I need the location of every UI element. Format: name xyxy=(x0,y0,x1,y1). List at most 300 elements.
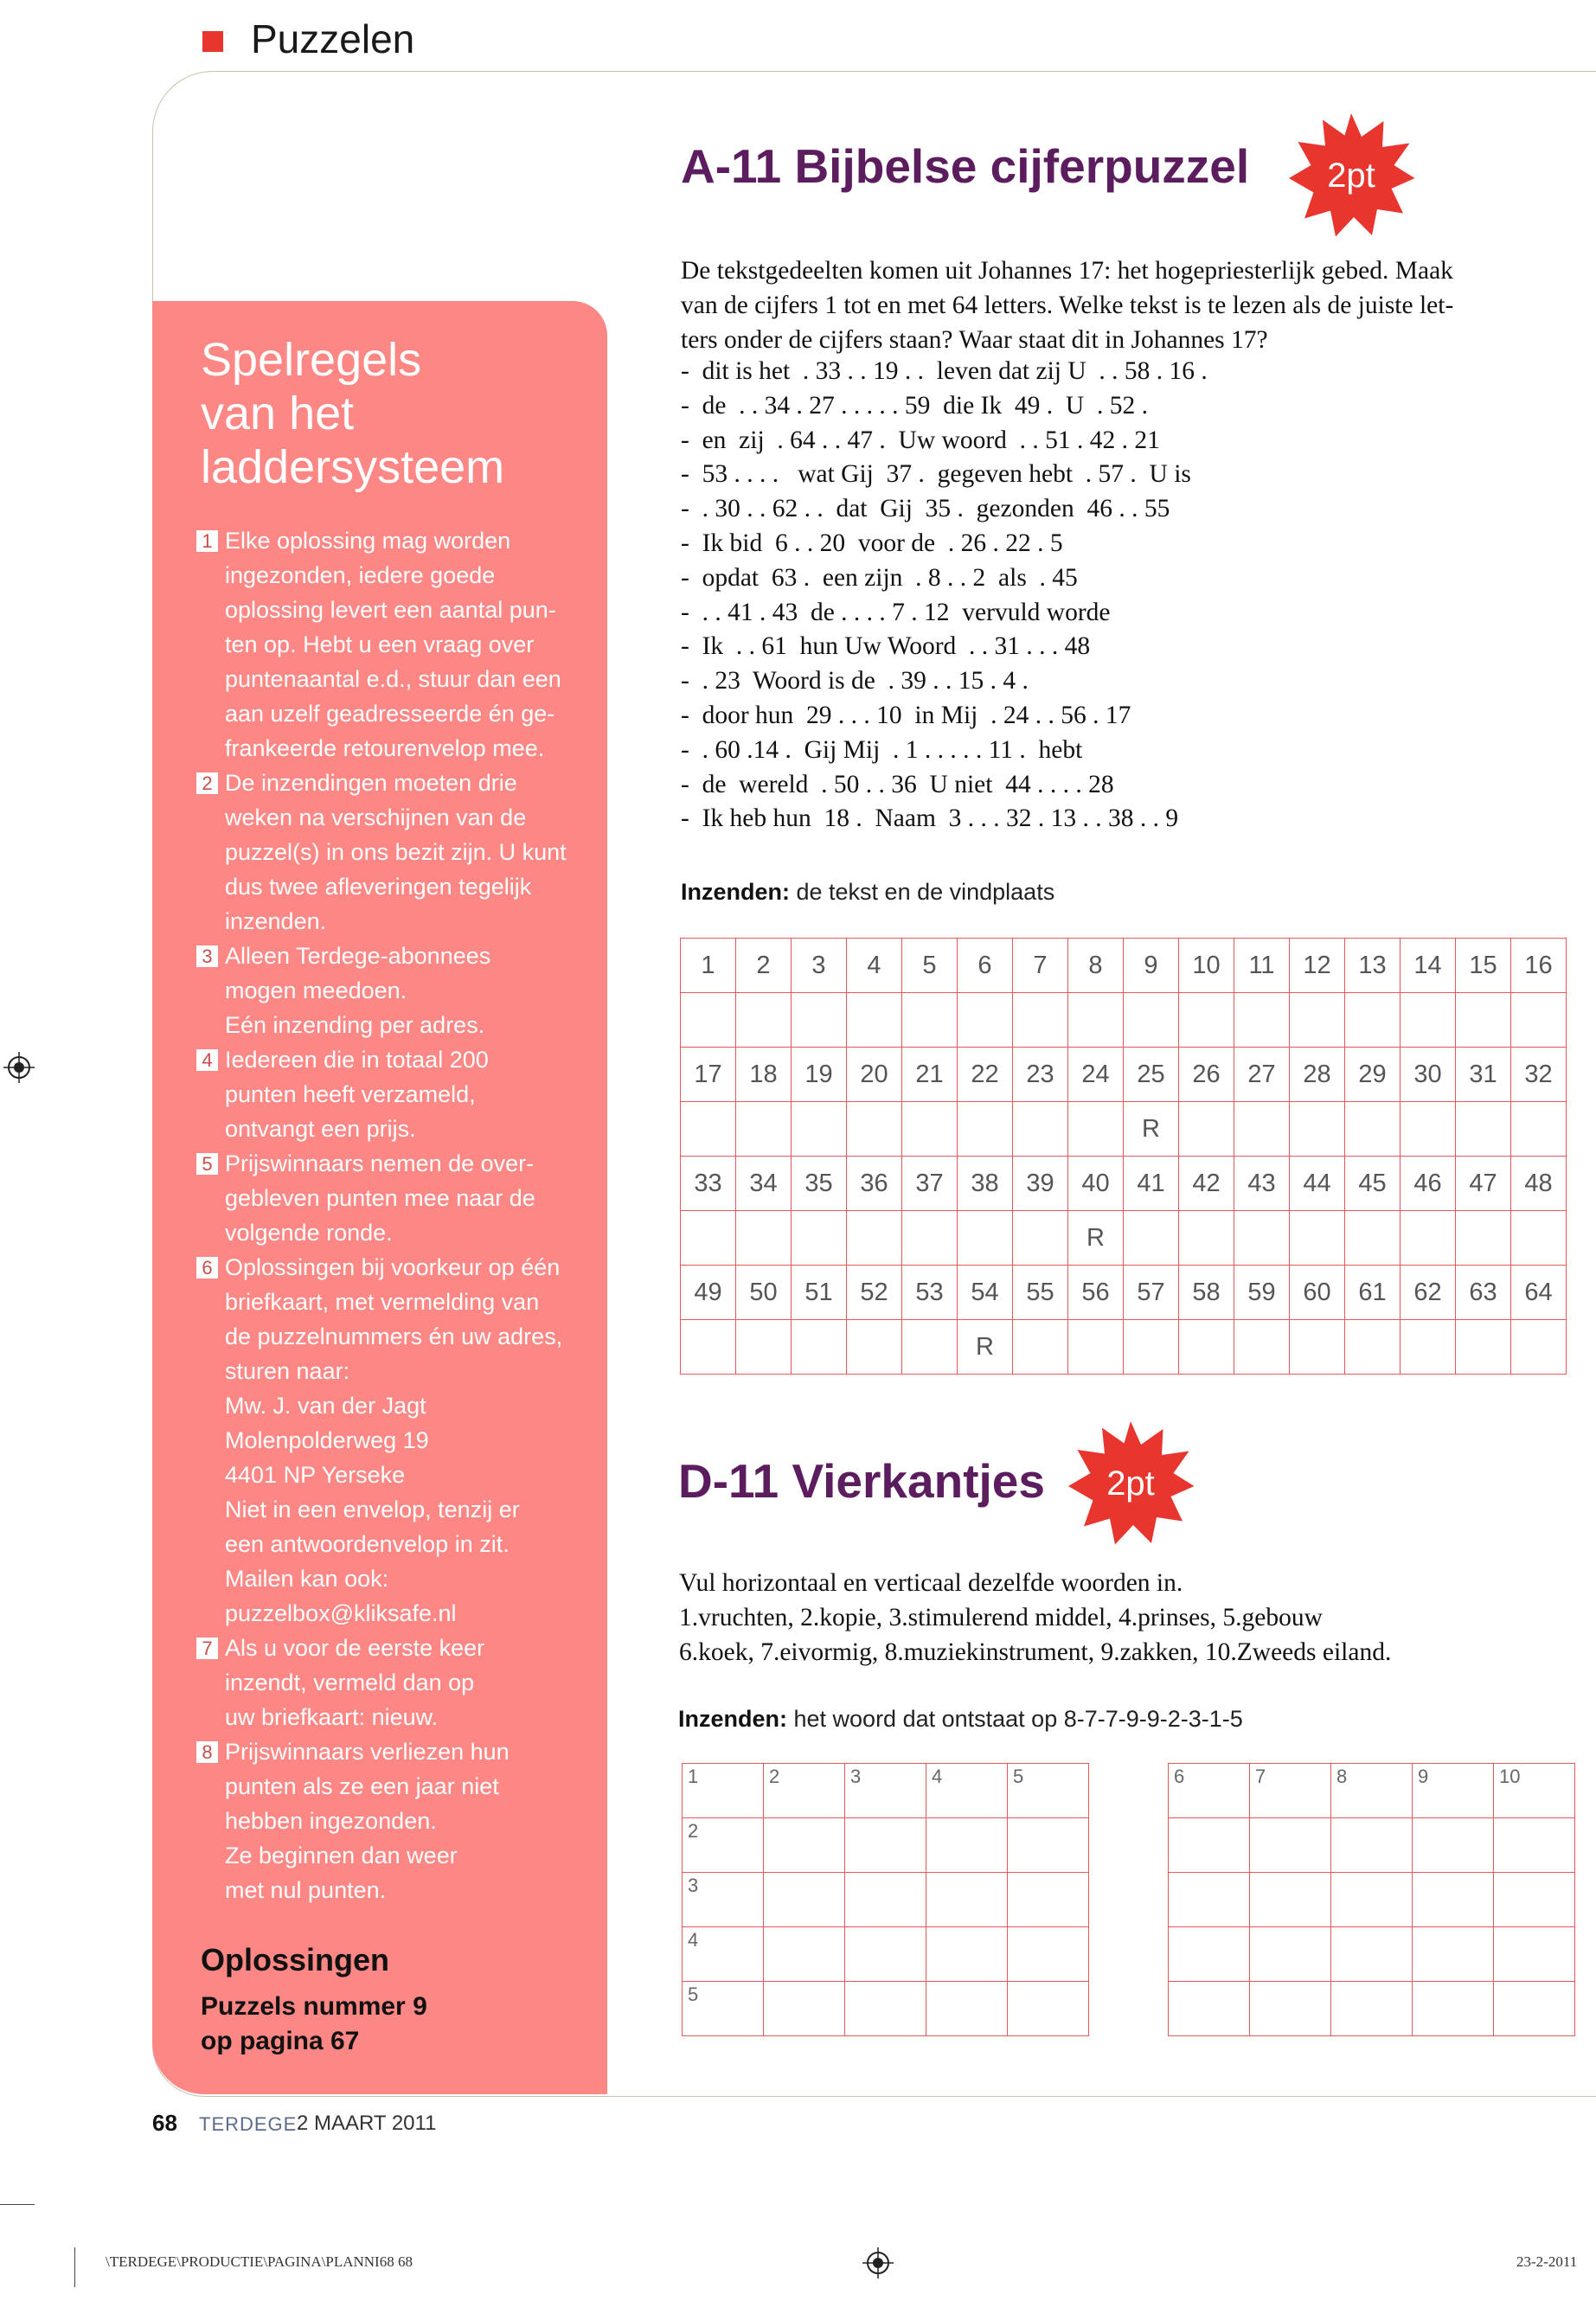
grid-letter-cell[interactable] xyxy=(902,1211,958,1266)
grid-letter-cell[interactable] xyxy=(1013,1320,1068,1375)
grid-number-cell: 30 xyxy=(1401,1048,1456,1102)
square-cell-number xyxy=(926,1982,1007,1984)
square-cell-number xyxy=(1169,1818,1249,1820)
grid-letter-cell[interactable] xyxy=(1124,1211,1179,1266)
square-cell[interactable] xyxy=(926,1873,1008,1927)
registration-mark-icon xyxy=(862,2247,894,2279)
grid-letter-cell[interactable] xyxy=(1179,1102,1234,1157)
clue-line: - opdat 63 . een zijn . 8 . . 2 als . 45 xyxy=(681,563,1078,592)
square-cell-number: 8 xyxy=(1336,1766,1348,1787)
grid-letter-cell[interactable] xyxy=(902,1102,958,1157)
square-cell[interactable] xyxy=(683,1873,764,1927)
square-cell-number xyxy=(1331,1818,1412,1820)
rule-text-line: ten op. Hebt u een vraag over xyxy=(225,631,535,657)
rule-text-line: punten heeft verzameld, xyxy=(225,1081,476,1107)
grid-number-cell: 43 xyxy=(1234,1157,1290,1211)
square-cell-number: 5 xyxy=(688,1984,699,2005)
rule-text-line: Eén inzending per adres. xyxy=(225,1012,485,1038)
rule-item xyxy=(202,1146,580,1250)
sidebar-title-line: laddersysteem xyxy=(201,441,505,493)
grid-letter-cell[interactable] xyxy=(1234,993,1290,1048)
square-cell[interactable] xyxy=(1331,1818,1413,1873)
clue-line: - dit is het . 33 . . 19 . . leven dat zij U . . 58 . 16 . xyxy=(681,357,1208,385)
grid-number-row xyxy=(681,939,1567,993)
grid-letter-cell[interactable] xyxy=(1511,1320,1567,1375)
grid-letter-cell[interactable]: R xyxy=(958,1320,1013,1375)
rule-text-line: ingezonden, iedere goede xyxy=(225,562,496,588)
grid-letter-cell[interactable] xyxy=(1290,993,1345,1048)
square-cell[interactable] xyxy=(1250,1818,1331,1873)
grid-number-cell: 36 xyxy=(847,1157,902,1211)
grid-letter-cell[interactable] xyxy=(1401,1102,1456,1157)
grid-letter-cell[interactable] xyxy=(1124,993,1179,1048)
square-cell[interactable] xyxy=(845,1764,926,1818)
grid-number-cell: 45 xyxy=(1345,1157,1401,1211)
grid-letter-cell[interactable] xyxy=(736,1211,792,1266)
a11-points-badge xyxy=(1286,111,1416,240)
section-marker xyxy=(202,31,223,52)
rule-text-line: hebben ingezonden. xyxy=(225,1808,437,1834)
grid-letter-cell[interactable] xyxy=(1401,1320,1456,1375)
grid-letter-cell[interactable] xyxy=(958,1102,1013,1157)
square-cell-number xyxy=(1494,1873,1574,1875)
grid-letter-cell[interactable] xyxy=(1290,1102,1345,1157)
grid-number-cell: 31 xyxy=(1456,1048,1511,1102)
square-cell[interactable] xyxy=(1413,1873,1494,1927)
square-cell-number xyxy=(845,1873,926,1875)
square-cell[interactable] xyxy=(845,1873,926,1927)
square-cell-number xyxy=(1250,1818,1330,1820)
rule-text-line: uw briefkaart: nieuw. xyxy=(225,1704,439,1730)
grid-letter-cell[interactable] xyxy=(1068,1102,1124,1157)
grid-letter-cell[interactable] xyxy=(958,1211,1013,1266)
rule-text-line: Prijswinnaars nemen de over- xyxy=(225,1150,535,1176)
rule-text-line: Mw. J. van der Jagt xyxy=(225,1393,426,1419)
rule-text-line: aan uzelf geadresseerde én ge- xyxy=(225,701,555,727)
rule-text-line: Elke oplossing mag worden xyxy=(225,528,511,554)
square-cell-number xyxy=(1008,1982,1088,1984)
rule-text-line: de puzzelnummers én uw adres, xyxy=(225,1324,563,1349)
grid-letter-cell[interactable] xyxy=(847,1320,902,1375)
grid-letter-cell[interactable] xyxy=(1345,1102,1401,1157)
square-cell-number xyxy=(1494,1818,1574,1820)
rule-text-line: ontvangt een prijs. xyxy=(225,1116,416,1142)
square-cell-number xyxy=(1413,1818,1493,1820)
grid-number-row xyxy=(681,1266,1567,1320)
rule-item xyxy=(202,1734,580,1907)
grid-letter-cell[interactable] xyxy=(847,1211,902,1266)
square-row xyxy=(1169,1927,1575,1982)
grid-number-cell: 26 xyxy=(1179,1048,1234,1102)
clue-line: - . 60 .14 . Gij Mij . 1 . . . . . 11 . hebt xyxy=(681,735,1083,764)
rule-text-line: met nul punten. xyxy=(225,1877,387,1903)
sidebar-title-line: van het xyxy=(201,388,355,439)
square-cell[interactable] xyxy=(683,1927,764,1982)
grid-letter-cell[interactable] xyxy=(1511,993,1567,1048)
grid-number-cell: 4 xyxy=(847,939,902,993)
rule-text-line: Molenpolderweg 19 xyxy=(225,1427,429,1453)
a11-intro-line: ters onder de cijfers staan? Waar staat dit in Johannes 17? xyxy=(681,326,1268,354)
square-cell[interactable] xyxy=(683,1982,764,2036)
rule-number: 2 xyxy=(196,772,218,794)
square-cell[interactable] xyxy=(1494,1927,1575,1982)
grid-number-cell: 15 xyxy=(1456,939,1511,993)
square-cell[interactable] xyxy=(926,1927,1008,1982)
square-cell[interactable] xyxy=(1413,1764,1494,1818)
square-cell[interactable] xyxy=(926,1764,1008,1818)
square-row xyxy=(1169,1818,1575,1873)
square-cell-number xyxy=(1494,1927,1574,1929)
rule-number: 1 xyxy=(196,530,218,552)
grid-letter-cell[interactable] xyxy=(1013,993,1068,1048)
square-cell-number xyxy=(845,1982,926,1984)
square-row xyxy=(1169,1873,1575,1927)
square-cell-number xyxy=(1331,1982,1412,1984)
grid-letter-cell[interactable] xyxy=(792,1211,847,1266)
square-cell[interactable] xyxy=(1008,1873,1089,1927)
square-cell-number: 1 xyxy=(688,1766,699,1787)
a11-title: A-11 Bijbelse cijferpuzzel xyxy=(681,139,1250,193)
square-cell[interactable] xyxy=(845,1927,926,1982)
grid-letter-cell[interactable] xyxy=(792,1320,847,1375)
oplossingen-line: op pagina 67 xyxy=(201,2027,360,2055)
square-cell[interactable] xyxy=(764,1873,845,1927)
rule-text-line: punten als ze een jaar niet xyxy=(225,1773,499,1799)
rule-text-line: puzzel(s) in ons bezit zijn. U kunt xyxy=(225,839,567,865)
grid-number-cell: 40 xyxy=(1068,1157,1124,1211)
grid-number-row xyxy=(681,1048,1567,1102)
square-cell-number xyxy=(926,1818,1007,1820)
square-cell-number xyxy=(764,1873,844,1875)
grid-number-cell: 56 xyxy=(1068,1266,1124,1320)
square-cell[interactable] xyxy=(1413,1927,1494,1982)
clue-line: - . 30 . . 62 . . dat Gij 35 . gezonden 46 . . 55 xyxy=(681,495,1170,523)
rule-text-line: sturen naar: xyxy=(225,1358,350,1384)
rule-text-line: puzzelbox@kliksafe.nl xyxy=(225,1600,457,1626)
grid-number-cell: 6 xyxy=(958,939,1013,993)
grid-letter-cell[interactable] xyxy=(681,1102,736,1157)
rule-text-line: Alleen Terdege-abonnees xyxy=(225,943,491,969)
grid-number-cell: 16 xyxy=(1511,939,1567,993)
square-cell-number xyxy=(926,1873,1007,1875)
square-row xyxy=(683,1764,1089,1818)
grid-letter-cell[interactable] xyxy=(1290,1211,1345,1266)
square-cell[interactable] xyxy=(1331,1873,1413,1927)
rule-text-line: briefkaart, met vermelding van xyxy=(225,1289,540,1315)
square-cell[interactable] xyxy=(1413,1818,1494,1873)
grid-letter-cell[interactable] xyxy=(1401,993,1456,1048)
square-cell[interactable] xyxy=(1169,1982,1250,2036)
grid-letter-cell[interactable] xyxy=(902,1320,958,1375)
grid-letter-cell[interactable] xyxy=(736,1102,792,1157)
grid-letter-cell[interactable] xyxy=(681,993,736,1048)
issue-date: 2 MAART 2011 xyxy=(297,2112,437,2135)
rule-number: 4 xyxy=(196,1049,218,1071)
grid-number-cell: 55 xyxy=(1013,1266,1068,1320)
rule-text-line: puntenaantal e.d., stuur dan een xyxy=(225,666,561,692)
grid-letter-cell[interactable] xyxy=(1013,1102,1068,1157)
square-cell-number: 2 xyxy=(769,1766,780,1787)
square-cell-number xyxy=(926,1927,1007,1929)
square-cell[interactable] xyxy=(1250,1873,1331,1927)
rule-text-line: gebleven punten mee naar de xyxy=(225,1185,535,1211)
registration-mark-icon xyxy=(3,1052,35,1083)
grid-number-cell: 60 xyxy=(1290,1266,1345,1320)
square-cell[interactable] xyxy=(1331,1982,1413,2036)
grid-number-cell: 39 xyxy=(1013,1157,1068,1211)
rule-text-line: inzenden. xyxy=(225,908,327,934)
square-row xyxy=(683,1818,1089,1873)
square-cell-number: 6 xyxy=(1174,1766,1185,1787)
rule-item xyxy=(202,1042,580,1146)
square-cell[interactable] xyxy=(1008,1982,1089,2036)
square-cell[interactable] xyxy=(683,1764,764,1818)
grid-letter-cell[interactable] xyxy=(1124,1320,1179,1375)
grid-letter-cell[interactable]: R xyxy=(1124,1102,1179,1157)
clue-line: - en zij . 64 . . 47 . Uw woord . . 51 . 42 . 21 xyxy=(681,426,1160,454)
square-cell[interactable] xyxy=(764,1818,845,1873)
grid-letter-cell[interactable] xyxy=(792,1102,847,1157)
oplossingen-line: Puzzels nummer 9 xyxy=(201,1992,427,2021)
d11-points: 2pt xyxy=(1106,1465,1155,1503)
grid-number-cell: 11 xyxy=(1234,939,1290,993)
grid-number-cell: 18 xyxy=(736,1048,792,1102)
square-cell-number xyxy=(1008,1927,1088,1929)
grid-letter-cell[interactable] xyxy=(1234,1102,1290,1157)
d11-inzenden-label: Inzenden: xyxy=(678,1706,787,1732)
square-cell[interactable] xyxy=(1169,1873,1250,1927)
grid-number-cell: 64 xyxy=(1511,1266,1567,1320)
square-cell[interactable] xyxy=(1331,1927,1413,1982)
grid-number-cell: 22 xyxy=(958,1048,1013,1102)
page-number: 68 xyxy=(152,2110,177,2136)
square-cell-number: 9 xyxy=(1418,1766,1429,1787)
clue-line: - . 23 Woord is de . 39 . . 15 . 4 . xyxy=(681,667,1029,695)
square-cell-number xyxy=(1331,1873,1412,1875)
square-cell[interactable] xyxy=(1494,1818,1575,1873)
grid-letter-cell[interactable] xyxy=(958,993,1013,1048)
grid-number-cell: 10 xyxy=(1179,939,1234,993)
rule-number: 8 xyxy=(196,1741,218,1763)
rule-item xyxy=(202,766,580,939)
square-cell-number xyxy=(1413,1927,1493,1929)
square-cell-number xyxy=(764,1927,844,1929)
grid-number-cell: 27 xyxy=(1234,1048,1290,1102)
square-cell-number xyxy=(1169,1927,1249,1929)
square-cell-number: 3 xyxy=(850,1766,862,1787)
square-cell[interactable] xyxy=(1169,1818,1250,1873)
square-cell[interactable] xyxy=(764,1764,845,1818)
square-row xyxy=(1169,1982,1575,2036)
rule-number: 7 xyxy=(196,1638,218,1659)
grid-letter-cell[interactable] xyxy=(1345,1211,1401,1266)
square-cell[interactable] xyxy=(1331,1764,1413,1818)
rule-text-line: Mailen kan ook: xyxy=(225,1566,389,1592)
grid-letter-cell[interactable] xyxy=(736,1320,792,1375)
rule-item xyxy=(202,1250,580,1631)
grid-letter-cell[interactable] xyxy=(792,993,847,1048)
grid-number-cell: 42 xyxy=(1179,1157,1234,1211)
grid-letter-cell[interactable] xyxy=(1234,1211,1290,1266)
square-cell[interactable] xyxy=(1250,1764,1331,1818)
square-row xyxy=(1169,1764,1575,1818)
grid-letter-row xyxy=(681,1211,1567,1266)
grid-number-cell: 5 xyxy=(902,939,958,993)
grid-letter-row xyxy=(681,1102,1567,1157)
clue-line: - . . 41 . 43 de . . . . 7 . 12 vervuld worde xyxy=(681,598,1111,626)
clue-line: - Ik bid 6 . . 20 voor de . 26 . 22 . 5 xyxy=(681,529,1063,557)
grid-letter-cell[interactable] xyxy=(681,1211,736,1266)
square-cell[interactable] xyxy=(1169,1764,1250,1818)
grid-number-cell: 17 xyxy=(681,1048,736,1102)
square-cell-number xyxy=(1413,1982,1493,1984)
grid-letter-cell[interactable] xyxy=(1068,1320,1124,1375)
rule-text-line: Als u voor de eerste keer xyxy=(225,1635,485,1661)
grid-letter-cell[interactable] xyxy=(1179,993,1234,1048)
grid-letter-cell[interactable] xyxy=(1179,1211,1234,1266)
rule-text-line: Iedereen die in totaal 200 xyxy=(225,1047,489,1073)
grid-letter-cell[interactable] xyxy=(902,993,958,1048)
grid-letter-cell[interactable] xyxy=(847,993,902,1048)
grid-number-cell: 48 xyxy=(1511,1157,1567,1211)
grid-letter-cell[interactable] xyxy=(1456,1102,1511,1157)
square-row xyxy=(683,1927,1089,1982)
grid-number-cell: 37 xyxy=(902,1157,958,1211)
square-cell[interactable] xyxy=(764,1982,845,2036)
grid-letter-cell[interactable] xyxy=(1234,1320,1290,1375)
grid-number-cell: 14 xyxy=(1401,939,1456,993)
square-cell-number xyxy=(845,1927,926,1929)
grid-letter-cell[interactable] xyxy=(1345,1320,1401,1375)
clue-line: - Ik . . 61 hun Uw Woord . . 31 . . . 48 xyxy=(681,632,1091,661)
square-cell-number: 3 xyxy=(688,1875,699,1896)
section-title: Puzzelen xyxy=(251,16,415,61)
clue-line: - de . . 34 . 27 . . . . . 59 die Ik 49 . U . 52 . xyxy=(681,391,1148,420)
crop-mark xyxy=(0,2204,35,2205)
square-cell[interactable] xyxy=(926,1982,1008,2036)
rule-text-line: volgende ronde. xyxy=(225,1220,393,1246)
square-cell-number: 10 xyxy=(1499,1766,1521,1787)
square-cell[interactable] xyxy=(1494,1764,1575,1818)
d11-title: D-11 Vierkantjes xyxy=(678,1454,1045,1508)
grid-number-cell: 58 xyxy=(1179,1266,1234,1320)
square-row xyxy=(683,1873,1089,1927)
square-cell[interactable] xyxy=(764,1927,845,1982)
grid-number-cell: 1 xyxy=(681,939,736,993)
rule-text-line: Niet in een envelop, tenzij er xyxy=(225,1497,520,1522)
square-cell[interactable] xyxy=(926,1818,1008,1873)
square-cell[interactable] xyxy=(1250,1927,1331,1982)
grid-number-cell: 3 xyxy=(792,939,847,993)
a11-answer-grid xyxy=(680,938,1567,1375)
grid-number-cell: 52 xyxy=(847,1266,902,1320)
square-cell[interactable] xyxy=(845,1982,926,2036)
square-cell[interactable] xyxy=(1008,1927,1089,1982)
grid-number-cell: 25 xyxy=(1124,1048,1179,1102)
grid-number-row xyxy=(681,1157,1567,1211)
production-path: \TERDEGE\PRODUCTIE\PAGINA\PLANNI68 68 xyxy=(106,2253,413,2270)
square-cell-number xyxy=(1331,1927,1412,1929)
a11-intro-line: De tekstgedeelten komen uit Johannes 17: het hogepriesterlijk gebed. Maak xyxy=(681,257,1453,285)
grid-letter-cell[interactable] xyxy=(1013,1211,1068,1266)
rule-item xyxy=(202,1631,580,1734)
rule-text-line: weken na verschijnen van de xyxy=(225,804,527,830)
square-cell[interactable] xyxy=(1250,1982,1331,2036)
grid-letter-cell[interactable] xyxy=(847,1102,902,1157)
d11-intro-line: 6.koek, 7.eivormig, 8.muziekinstrument, 9.zakken, 10.Zweeds eiland. xyxy=(679,1638,1392,1666)
grid-letter-cell[interactable] xyxy=(1345,993,1401,1048)
square-cell-number xyxy=(764,1982,844,1984)
square-cell[interactable] xyxy=(1008,1764,1089,1818)
grid-number-cell: 2 xyxy=(736,939,792,993)
rule-number: 6 xyxy=(196,1257,218,1279)
grid-number-cell: 41 xyxy=(1124,1157,1179,1211)
d11-grid-left xyxy=(682,1763,1089,2036)
square-cell[interactable] xyxy=(1413,1982,1494,2036)
square-cell[interactable] xyxy=(1494,1873,1575,1927)
grid-letter-cell[interactable] xyxy=(681,1320,736,1375)
grid-letter-cell[interactable] xyxy=(1401,1211,1456,1266)
grid-letter-cell[interactable] xyxy=(1456,1320,1511,1375)
grid-number-cell: 33 xyxy=(681,1157,736,1211)
grid-letter-cell[interactable] xyxy=(1068,993,1124,1048)
grid-number-cell: 23 xyxy=(1013,1048,1068,1102)
square-cell[interactable] xyxy=(1008,1818,1089,1873)
grid-letter-cell[interactable] xyxy=(1456,993,1511,1048)
grid-letter-cell[interactable] xyxy=(1179,1320,1234,1375)
grid-number-cell: 51 xyxy=(792,1266,847,1320)
rule-text-line: mogen meedoen. xyxy=(225,977,407,1003)
d11-intro-line: 1.vruchten, 2.kopie, 3.stimulerend middel, 4.prinses, 5.gebouw xyxy=(679,1604,1323,1631)
grid-number-cell: 38 xyxy=(958,1157,1013,1211)
grid-letter-cell[interactable]: R xyxy=(1068,1211,1124,1266)
square-cell[interactable] xyxy=(1494,1982,1575,2036)
square-cell-number: 2 xyxy=(688,1820,699,1842)
grid-number-cell: 7 xyxy=(1013,939,1068,993)
grid-letter-cell[interactable] xyxy=(1511,1102,1567,1157)
a11-inzenden xyxy=(681,879,1054,906)
a11-inzenden-text: de tekst en de vindplaats xyxy=(790,879,1055,905)
rule-number: 3 xyxy=(196,945,218,967)
grid-letter-row xyxy=(681,1320,1567,1375)
clue-line: - Ik heb hun 18 . Naam 3 . . . 32 . 13 . . 38 . . 9 xyxy=(681,804,1179,833)
a11-intro xyxy=(681,253,1529,357)
square-cell[interactable] xyxy=(1169,1927,1250,1982)
print-date: 23-2-2011 xyxy=(1516,2253,1578,2270)
a11-inzenden-label: Inzenden: xyxy=(681,879,790,905)
square-cell[interactable] xyxy=(683,1818,764,1873)
grid-number-cell: 61 xyxy=(1345,1266,1401,1320)
square-cell-number xyxy=(1169,1873,1249,1875)
square-cell[interactable] xyxy=(845,1818,926,1873)
grid-letter-cell[interactable] xyxy=(1290,1320,1345,1375)
grid-letter-cell[interactable] xyxy=(736,993,792,1048)
grid-letter-cell[interactable] xyxy=(1511,1211,1567,1266)
grid-number-cell: 24 xyxy=(1068,1048,1124,1102)
grid-letter-cell[interactable] xyxy=(1456,1211,1511,1266)
grid-number-cell: 34 xyxy=(736,1157,792,1211)
square-cell-number xyxy=(1250,1873,1330,1875)
square-cell-number xyxy=(1250,1927,1330,1929)
grid-number-cell: 50 xyxy=(736,1266,792,1320)
grid-number-cell: 54 xyxy=(958,1266,1013,1320)
rule-item xyxy=(202,939,580,1042)
sidebar-title-line: Spelregels xyxy=(201,334,422,386)
rule-text-line: 4401 NP Yerseke xyxy=(225,1462,406,1488)
square-row xyxy=(683,1982,1089,2036)
grid-letter-row xyxy=(681,993,1567,1048)
d11-inzenden xyxy=(678,1706,1243,1733)
